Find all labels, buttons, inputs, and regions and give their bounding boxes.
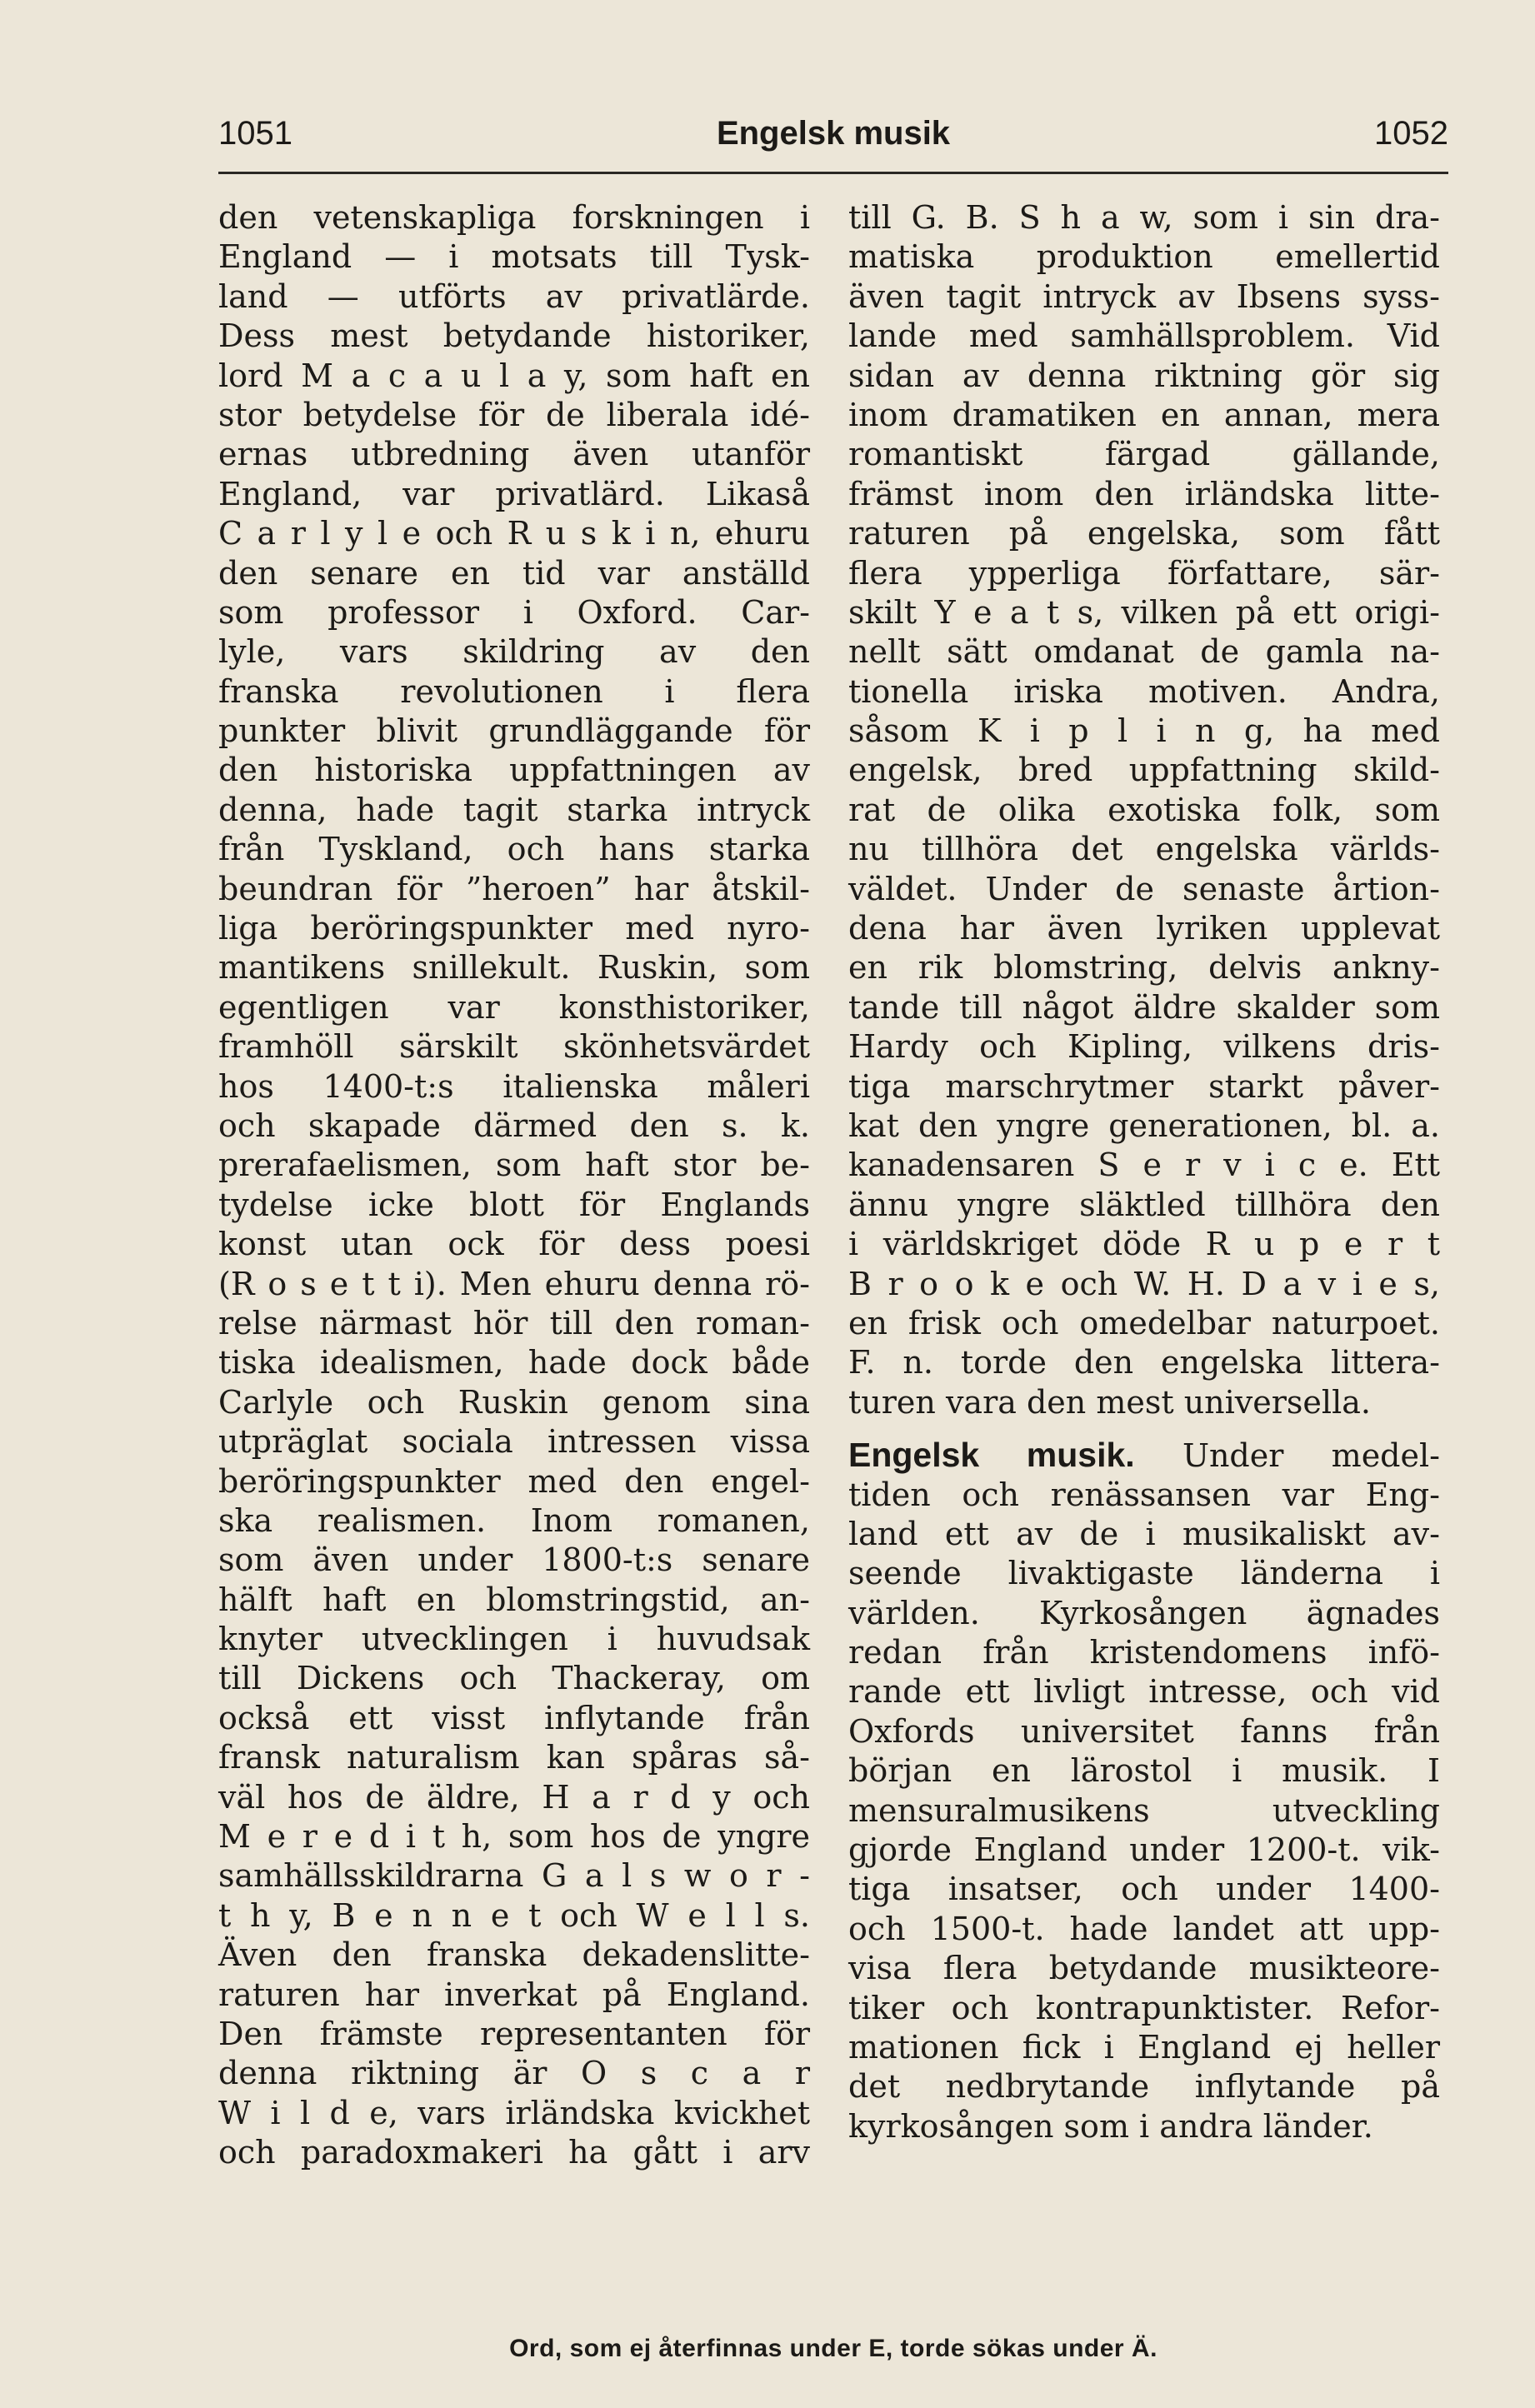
- text-line: Carlyle och Ruskin genom sina: [218, 1383, 810, 1421]
- text-line: relse närmast hör till den roman-: [218, 1304, 810, 1341]
- text-line: Dess mest betydande historiker,: [218, 317, 810, 355]
- text-line: ernas utbredning även utanför: [218, 436, 810, 473]
- text-line: den vetenskapliga forskningen i: [218, 199, 810, 236]
- page-number-right: 1052: [1374, 115, 1448, 152]
- text-line: matiska produktion emellertid: [848, 238, 1440, 276]
- text-line: sidan av denna riktning gör sig: [848, 357, 1440, 394]
- text-line: och skapade därmed den s. k.: [218, 1107, 810, 1144]
- section-first-line: [848, 1436, 1440, 1475]
- text-line: Den främste representanten för: [218, 2015, 810, 2052]
- text-line: M e r e d i t h, som hos de yngre: [218, 1818, 810, 1856]
- text-line: som även under 1800-t:s senare: [218, 1541, 810, 1579]
- text-line: väl hos de äldre, H a r d y och: [218, 1778, 810, 1816]
- text-line: utpräglat sociala intressen vissa: [218, 1423, 810, 1461]
- text-line: prerafaelismen, som haft stor be-: [218, 1147, 810, 1184]
- text-line: tiska idealismen, hade dock både: [218, 1344, 810, 1381]
- text-line: främst inom den irländska litte-: [848, 475, 1440, 512]
- text-line: den historiska uppfattningen av: [218, 752, 810, 789]
- section-first-line-rest: Under medel-: [1182, 1437, 1440, 1475]
- text-line: dena har även lyriken upplevat: [848, 910, 1440, 947]
- text-line: C a r l y l e och R u s k i n, ehuru: [218, 515, 810, 552]
- text-line: inom dramatiken en annan, mera: [848, 396, 1440, 433]
- text-line: W i l d e, vars irländska kvickhet: [218, 2094, 810, 2131]
- text-line: (R o s e t t i). Men ehuru denna rö-: [218, 1265, 810, 1302]
- text-line: mensuralmusikens utveckling: [848, 1791, 1440, 1829]
- left-column: [218, 198, 810, 2173]
- text-line: ännu yngre släktled tillhöra den: [848, 1186, 1440, 1223]
- text-line: en frisk och omedelbar naturpoet.: [848, 1304, 1440, 1341]
- header-rule: [218, 172, 1448, 174]
- text-line: Även den franska dekadenslitte-: [218, 1936, 810, 1974]
- text-line: även tagit intryck av Ibsens syss-: [848, 277, 1440, 315]
- text-line: tiden och renässansen var Eng-: [848, 1476, 1440, 1513]
- text-line: rande ett livligt intresse, och vid: [848, 1673, 1440, 1711]
- text-line: redan från kristendomens infö-: [848, 1634, 1440, 1671]
- text-line: gjorde England under 1200-t. vik-: [848, 1831, 1440, 1869]
- text-line: rat de olika exotiska folk, som: [848, 791, 1440, 828]
- text-line: turen vara den mest universella.: [848, 1383, 1371, 1421]
- text-line: nu tillhöra det engelska världs-: [848, 831, 1440, 868]
- text-line: samhällsskildrarna G a l s w o r -: [218, 1857, 810, 1895]
- text-line: tiker och kontrapunktister. Refor-: [848, 1989, 1440, 2026]
- text-line: hälft haft en blomstringstid, an-: [218, 1581, 810, 1618]
- text-line: en rik blomstring, delvis ankny-: [848, 949, 1440, 987]
- text-line: och paradoxmakeri ha gått i arv: [218, 2134, 810, 2171]
- page-header: [218, 115, 1448, 167]
- text-line: denna, hade tagit starka intryck: [218, 791, 810, 828]
- text-line: F. n. torde den engelska littera-: [848, 1344, 1440, 1381]
- text-line: romantiskt färgad gällande,: [848, 436, 1440, 473]
- running-title: Engelsk musik: [716, 115, 951, 152]
- page-number-left: 1051: [218, 115, 292, 152]
- text-line: franska revolutionen i flera: [218, 672, 810, 710]
- text-line: väldet. Under de senaste årtion-: [848, 870, 1440, 907]
- text-line: mationen fick i England ej heller: [848, 2028, 1440, 2066]
- text-line: tionella iriska motiven. Andra,: [848, 672, 1440, 710]
- text-line: konst utan ock för dess poesi: [218, 1226, 810, 1263]
- text-line: raturen på engelska, som fått: [848, 515, 1440, 552]
- text-line: kyrkosången som i andra länder.: [848, 2107, 1373, 2145]
- text-line: land — utförts av privatlärde.: [218, 277, 810, 315]
- text-line: engelsk, bred uppfattning skild-: [848, 752, 1440, 789]
- text-line: tydelse icke blott för Englands: [218, 1186, 810, 1223]
- text-line: från Tyskland, och hans starka: [218, 831, 810, 868]
- text-line: nellt sätt omdanat de gamla na-: [848, 633, 1440, 671]
- text-line: skilt Y e a t s, vilken på ett origi-: [848, 593, 1440, 631]
- section-heading: Engelsk musik.: [848, 1436, 1135, 1475]
- text-line: lyle, vars skildring av den: [218, 633, 810, 671]
- text-line: Hardy och Kipling, vilkens dris-: [848, 1028, 1440, 1066]
- text-line: beundran för ”heroen” har åtskil-: [218, 870, 810, 907]
- right-column: [848, 198, 1440, 2146]
- text-line: kanadensaren S e r v i c e. Ett: [848, 1147, 1440, 1184]
- text-line: denna riktning är O s c a r: [218, 2055, 810, 2092]
- text-line: ska realismen. Inom romanen,: [218, 1501, 810, 1539]
- text-line: land ett av de i musikaliskt av-: [848, 1515, 1440, 1552]
- text-line: tiga insatser, och under 1400-: [848, 1871, 1440, 1908]
- text-line: till Dickens och Thackeray, om: [218, 1660, 810, 1697]
- text-line: tande till något äldre skalder som: [848, 988, 1440, 1026]
- text-line: England — i motsats till Tysk-: [218, 238, 810, 276]
- text-line: lande med samhällsproblem. Vid: [848, 317, 1440, 355]
- text-line: B r o o k e och W. H. D a v i e s,: [848, 1265, 1440, 1302]
- text-line: det nedbrytande inflytande på: [848, 2068, 1440, 2106]
- text-line: framhöll särskilt skönhetsvärdet: [218, 1028, 810, 1066]
- text-line: kat den yngre generationen, bl. a.: [848, 1107, 1440, 1144]
- text-line: seende livaktigaste länderna i: [848, 1555, 1440, 1592]
- text-line: och 1500-t. hade landet att upp-: [848, 1910, 1440, 1947]
- text-line: punkter blivit grundläggande för: [218, 712, 810, 750]
- text-line: såsom K i p l i n g, ha med: [848, 712, 1440, 750]
- text-line: fransk naturalism kan spåras så-: [218, 1739, 810, 1776]
- text-line: lord M a c a u l a y, som haft en: [218, 357, 810, 394]
- text-line: Oxfords universitet fanns från: [848, 1712, 1440, 1750]
- text-line: flera ypperliga författare, sär-: [848, 554, 1440, 592]
- text-line: också ett visst inflytande från: [218, 1699, 810, 1736]
- footer-note: Ord, som ej återfinnas under E, torde sökas under Ä.: [509, 2335, 1158, 2362]
- text-line: till G. B. S h a w, som i sin dra-: [848, 199, 1440, 236]
- text-line: hos 1400-t:s italienska måleri: [218, 1067, 810, 1105]
- text-line: mantikens snillekult. Ruskin, som: [218, 949, 810, 987]
- text-line: beröringspunkter med den engel-: [218, 1462, 810, 1500]
- text-line: i världskriget döde R u p e r t: [848, 1226, 1440, 1263]
- text-line: stor betydelse för de liberala idé-: [218, 396, 810, 433]
- text-line: den senare en tid var anställd: [218, 554, 810, 592]
- text-line: tiga marschrytmer starkt påver-: [848, 1067, 1440, 1105]
- text-line: egentligen var konsthistoriker,: [218, 988, 810, 1026]
- text-line: knyter utvecklingen i huvudsak: [218, 1621, 810, 1658]
- text-line: visa flera betydande musikteore-: [848, 1950, 1440, 1987]
- text-line: t h y, B e n n e t och W e l l s.: [218, 1896, 810, 1934]
- text-line: som professor i Oxford. Car-: [218, 593, 810, 631]
- text-line: raturen har inverkat på England.: [218, 1976, 810, 2013]
- text-line: världen. Kyrkosången ägnades: [848, 1594, 1440, 1631]
- text-line: början en lärostol i musik. I: [848, 1752, 1440, 1790]
- text-line: England, var privatlärd. Likaså: [218, 475, 810, 512]
- text-line: liga beröringspunkter med nyro-: [218, 910, 810, 947]
